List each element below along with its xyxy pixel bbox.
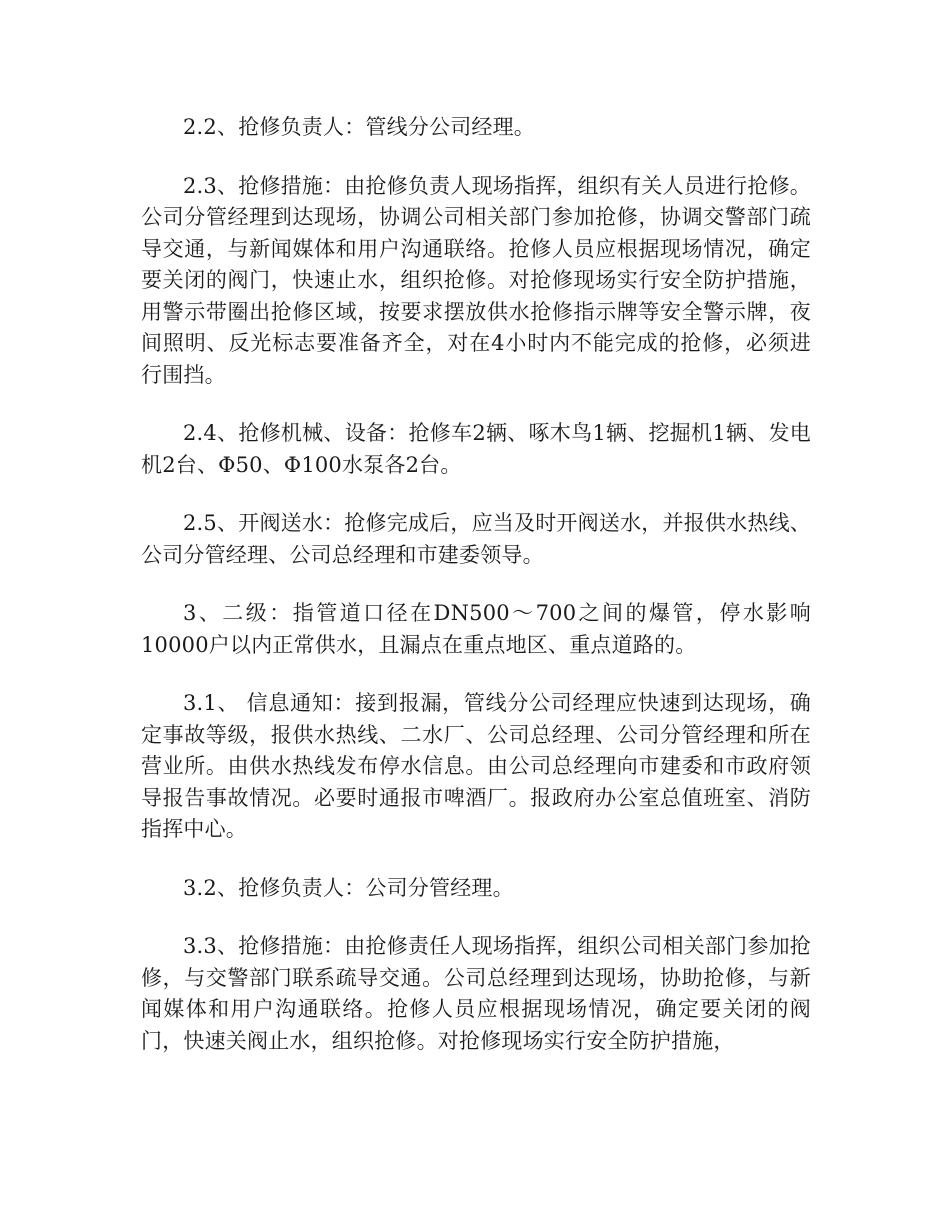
paragraph-3-1: 3.1、 信息通知：接到报漏，管线分公司经理应快速到达现场，确定事故等级，报供水热线、二水厂、公司总经理、公司分管经理和所在营业所。由供水热线发布停水信息。由公司总经理向市建委和市政府领导报告事故情况。必要时通报市啤酒厂。报政府办公室总值班室、消防指挥中心。 <box>141 691 811 841</box>
paragraph-2-4: 2.4、抢修机械、设备：抢修车2辆、啄木鸟1辆、挖掘机1辆、发电机2台、Φ50、Φ100水泵各2台。 <box>141 421 811 477</box>
paragraph-2-2: 2.2、抢修负责人：管线分公司经理。 <box>183 115 535 139</box>
paragraph-2-3: 2.3、抢修措施：由抢修负责人现场指挥，组织有关人员进行抢修。公司分管经理到达现场，协调公司相关部门参加抢修，协调交警部门疏导交通，与新闻媒体和用户沟通联络。抢修人员应根据现场情况，确定要关闭的阀门，快速止水，组织抢修。对抢修现场实行安全防护措施，用警示带圈出抢修区域，按要求摆放供水抢修指示牌等安全警示牌，夜间照明、反光标志要准备齐全，对在4小时内不能完成的抢修，必须进行围挡。 <box>141 173 811 387</box>
paragraph-3-3: 3.3、抢修措施：由抢修责任人现场指挥，组织公司相关部门参加抢修，与交警部门联系疏导交通。公司总经理到达现场，协助抢修，与新闻媒体和用户沟通联络。抢修人员应根据现场情况，确定要关闭的阀门，快速关阀止水，组织抢修。对抢修现场实行安全防护措施， <box>141 934 811 1053</box>
paragraph-3-2: 3.2、抢修负责人：公司分管经理。 <box>183 875 514 900</box>
paragraph-2-5: 2.5、开阀送水：抢修完成后，应当及时开阀送水，并报供水热线、公司分管经理、公司总经理和市建委领导。 <box>141 511 811 567</box>
document-body <box>141 112 811 1057</box>
paragraph-3: 3、二级：指管道口径在DN500～700之间的爆管，停水影响10000户以内正常供水，且漏点在重点地区、重点道路的。 <box>141 601 811 657</box>
